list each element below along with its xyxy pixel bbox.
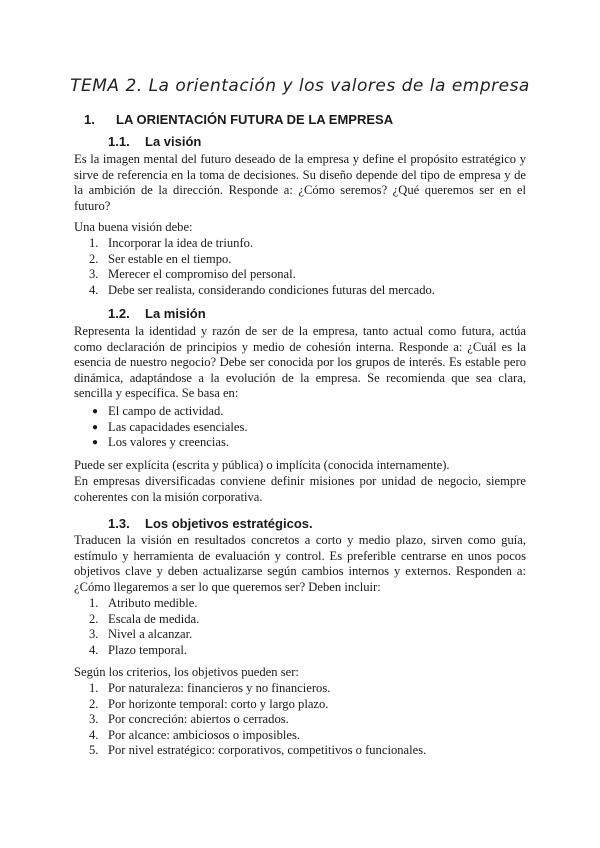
list-item-text: Por naturaleza: financieros y no financieros. bbox=[108, 681, 331, 695]
subsection-title: La misión bbox=[145, 306, 206, 321]
list-item-text: Las capacidades esenciales. bbox=[108, 419, 248, 434]
list-item bbox=[74, 712, 526, 728]
section-number: 1. bbox=[84, 112, 95, 127]
list-item bbox=[74, 252, 526, 268]
list-item bbox=[74, 435, 526, 451]
subsection-heading-objetivos bbox=[108, 516, 313, 531]
mision-paragraph: Representa la identidad y razón de ser de la empresa, tanto actual como futura, actúa como declaración de principios y medio de cohesión interna. Responde a: ¿Cuál es la esencia de nuestro negocio? Debe ser conocida por los grupos de interés. Es estable pero dinámica, adaptándose a la evolución de la empresa. Se recomienda que sea clara, sencilla y específica. Se basa en: bbox=[74, 324, 526, 400]
page-title: TEMA 2. La orientación y los valores de la empresa bbox=[70, 76, 530, 96]
vision-paragraph: Es la imagen mental del futuro deseado de la empresa y define el propósito estratégico y sirve de referencia en la toma de decisiones. Su diseño depende del tipo de empresa y de la ambición de la dirección. Responde a: ¿Cómo seremos? ¿Qué queremos ser en el futuro? bbox=[74, 152, 526, 213]
list-item-text: Escala de medida. bbox=[108, 611, 200, 626]
list-marker: 1. bbox=[89, 236, 99, 250]
list-marker: 3. bbox=[89, 712, 99, 726]
bullet-marker: ● bbox=[92, 437, 99, 448]
objetivos-list bbox=[74, 596, 526, 658]
subsection-number: 1.1. bbox=[108, 134, 130, 149]
list-item bbox=[74, 283, 526, 299]
list-item bbox=[74, 596, 526, 612]
list-item-text: Plazo temporal. bbox=[108, 642, 188, 657]
bullet-marker: ● bbox=[92, 406, 99, 417]
list-item bbox=[74, 728, 526, 744]
list-item bbox=[74, 612, 526, 628]
list-marker: 2. bbox=[89, 696, 99, 711]
list-item bbox=[74, 681, 526, 697]
objetivos-paragraph: Traducen la visión en resultados concretos a corto y medio plazo, sirven como guía, estímulo y herramienta de evaluación y control. Es preferible centrarse en unos pocos objetivos clave y deben actualizarse según cambios internos y externos. Responden a: ¿Cómo llegaremos a ser lo que queremos ser? Deben incluir: bbox=[74, 533, 526, 594]
list-marker: 4. bbox=[89, 642, 99, 657]
list-item-text: Debe ser realista, considerando condiciones futuras del mercado. bbox=[108, 282, 435, 297]
list-item bbox=[74, 697, 526, 713]
list-item-text: Por alcance: ambiciosos o imposibles. bbox=[108, 727, 301, 742]
mision-bullets bbox=[74, 404, 526, 451]
list-item-text: Incorporar la idea de triunfo. bbox=[108, 236, 254, 250]
list-marker: 2. bbox=[89, 611, 99, 626]
list-item bbox=[74, 404, 526, 420]
bullet-marker: ● bbox=[92, 421, 99, 433]
list-item-text: Por concreción: abiertos o cerrados. bbox=[108, 712, 289, 726]
list-marker: 1. bbox=[89, 596, 99, 610]
list-marker: 5. bbox=[89, 743, 99, 757]
list-item-text: El campo de actividad. bbox=[108, 404, 224, 418]
objetivos-criteria-list bbox=[74, 681, 526, 759]
list-item bbox=[74, 420, 526, 436]
list-marker: 3. bbox=[89, 627, 99, 641]
list-item-text: Atributo medible. bbox=[108, 596, 198, 610]
list-marker: 3. bbox=[89, 267, 99, 281]
mision-paragraph-2: Puede ser explícita (escrita y pública) o implícita (conocida internamente). bbox=[74, 458, 450, 472]
section-title: LA ORIENTACIÓN FUTURA DE LA EMPRESA bbox=[116, 112, 394, 127]
list-item bbox=[74, 236, 526, 252]
list-item bbox=[74, 627, 526, 643]
vision-list bbox=[74, 236, 526, 298]
mision-paragraph-3: En empresas diversificadas conviene definir misiones por unidad de negocio, siempre coherentes con la misión corporativa. bbox=[74, 474, 526, 504]
list-item-text: Por nivel estratégico: corporativos, competitivos o funcionales. bbox=[108, 743, 427, 757]
list-item bbox=[74, 643, 526, 659]
list-item-text: Nivel a alcanzar. bbox=[108, 627, 193, 641]
list-marker: 2. bbox=[89, 251, 99, 266]
list-item-text: Ser estable en el tiempo. bbox=[108, 251, 232, 266]
subsection-heading-vision bbox=[108, 134, 201, 149]
subsection-title: La visión bbox=[145, 134, 202, 149]
list-item-text: Merecer el compromiso del personal. bbox=[108, 267, 296, 281]
list-item bbox=[74, 743, 526, 759]
list-marker: 4. bbox=[89, 282, 99, 297]
list-item-text: Los valores y creencias. bbox=[108, 435, 229, 449]
subsection-heading-mision bbox=[108, 306, 206, 321]
objetivos-intro-2: Según los criterios, los objetivos pueden ser: bbox=[74, 665, 299, 679]
list-marker: 1. bbox=[89, 681, 99, 695]
subsection-title: Los objetivos estratégicos. bbox=[145, 516, 313, 531]
vision-intro: Una buena visión debe: bbox=[74, 220, 193, 234]
list-item-text: Por horizonte temporal: corto y largo plazo. bbox=[108, 696, 329, 711]
section-heading bbox=[84, 112, 393, 127]
subsection-number: 1.2. bbox=[108, 306, 130, 321]
list-item bbox=[74, 267, 526, 283]
list-marker: 4. bbox=[89, 727, 99, 742]
subsection-number: 1.3. bbox=[108, 516, 130, 531]
